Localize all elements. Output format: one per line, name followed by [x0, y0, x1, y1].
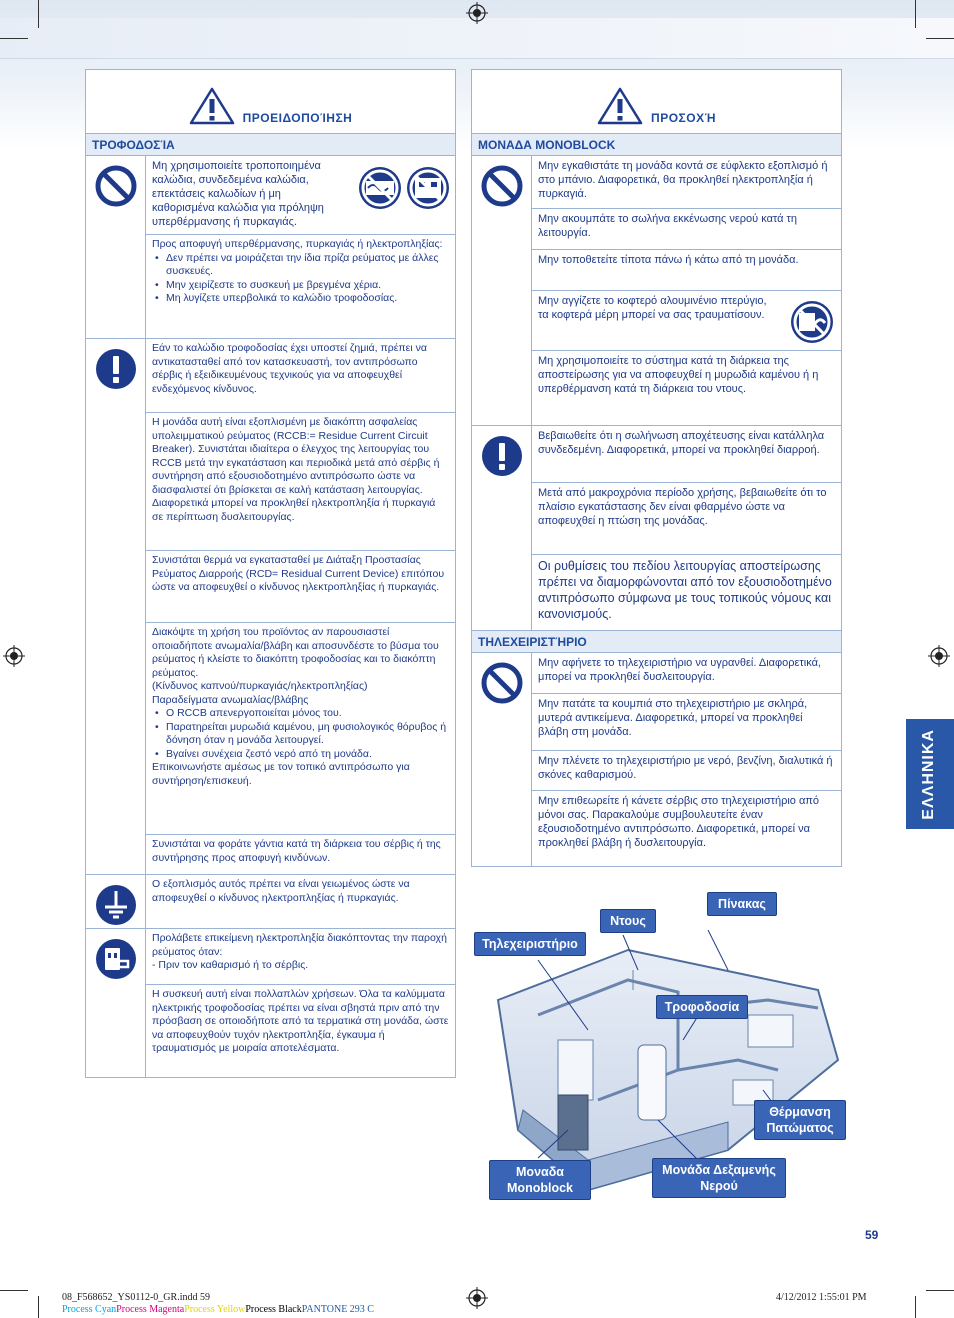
mandatory-icon-cell: [86, 339, 146, 874]
warning-header: [86, 70, 455, 134]
warning-text: Διακόψτε τη χρήση του προϊόντος αν παρουσιαστεί οποιαδήποτε ανωμαλία/βλάβη και αποσυνδέστε το βύσμα του ρεύματος ή κλείστε το διακόπτη τροφοδοσίας και το διακόπτη ρεύματος.: [152, 626, 439, 679]
caution-row: Μην πλένετε το τηλεχειριστήριο με νερό, βενζίνη, διαλυτικά ή σκόνες καθαρισμού.: [532, 751, 841, 791]
mandatory-group: [86, 339, 455, 875]
prohibition-icon-cell: [472, 653, 532, 866]
caution-header: [472, 70, 841, 134]
caution-column: [471, 69, 842, 867]
prohibition-icon-cell: [472, 156, 532, 425]
bullet-item: • Δεν πρέπει να μοιράζεται την ίδια πρίζα ρεύματος με άλλες συσκευές.: [166, 252, 449, 279]
footer-cyan: Process Cyan: [62, 1304, 117, 1315]
caution-row: Μην πατάτε τα κουμπιά στο τηλεχειριστήριο με σκληρά, μυτερά αντικείμενα. Διαφορετικά, μπορεί να προκληθεί βλάβη στη μονάδα.: [532, 694, 841, 751]
label-floor-heating: Θέρμανση Πατώματος: [754, 1100, 846, 1140]
prohibition-group: [86, 156, 455, 339]
warning-row: [146, 156, 455, 235]
warning-row: [146, 623, 455, 835]
crop-mark: [38, 0, 39, 28]
warning-row: Ο εξοπλισμός αυτός πρέπει να είναι γειωμένος ώστε να αποφευχθεί ο κίνδυνος ηλεκτροπληξίας ή πυρκαγιάς.: [152, 878, 410, 904]
no-extension-cord-icon: [405, 165, 451, 211]
monoblock-section-title: ΜΟΝΑΔΑ MONOBLOCK: [472, 134, 841, 156]
unplug-icon: [94, 937, 138, 981]
crop-mark: [926, 1290, 954, 1291]
bullet-item: • Ο RCCB απενεργοποιείται μόνος του.: [166, 707, 449, 721]
unplug-group: [86, 929, 455, 1077]
prohibition-group: [472, 156, 841, 426]
crop-mark: [915, 0, 916, 28]
footer-black: Process Black: [245, 1304, 302, 1315]
language-tab: [906, 719, 954, 829]
warning-row: Συνιστάται να φοράτε γάντια κατά τη διάρκεια του σέρβις ή της συντήρησης προς αποφυγή κινδύνων.: [152, 838, 441, 864]
warning-triangle-icon: [189, 87, 235, 125]
caution-row: Μην αφήνετε το τηλεχειριστήριο να υγρανθεί. Διαφορετικά, μπορεί να προκληθεί δυσλειτουργία.: [532, 653, 841, 694]
registration-mark-icon: [928, 645, 950, 667]
warning-column: [85, 69, 456, 1078]
caution-row: [532, 291, 841, 351]
crop-mark: [915, 1296, 916, 1318]
footer-pantone: PANTONE 293 C: [301, 1304, 374, 1315]
caution-row: Οι ρυθμίσεις του πεδίου λειτουργίας αποστείρωσης πρέπει να διαμορφώνονται από τον εξουσιοδοτημένο αντιπρόσωπο σύμφωνα με τους τοπικούς νόμους και κανονισμούς.: [538, 559, 832, 621]
crop-mark: [0, 38, 28, 39]
warning-row: [146, 929, 455, 985]
crop-mark: [0, 1290, 28, 1291]
caution-triangle-icon: [597, 87, 643, 125]
no-modified-cord-icon: [357, 165, 403, 211]
no-touch-fin-icon: [789, 299, 835, 345]
warning-row: [146, 235, 455, 338]
ground-earth-icon: [94, 883, 138, 927]
caution-row: Μην εγκαθιστάτε τη μονάδα κοντά σε εύφλεκτο εξοπλισμό ή στο μπάνιο. Διαφορετικά, θα προκληθεί ηλεκτροπληξία ή πυρκαγιά.: [532, 156, 841, 209]
caution-text: Μην αγγίζετε το κοφτερό αλουμινένιο πτερύγιο, τα κοφτερά μέρη μπορεί να σας τραυματίσουν.: [538, 295, 767, 321]
remote-section-title: ΤΗΛΕΧΕΙΡΙΣΤΉΡΙΟ: [472, 631, 841, 653]
label-monoblock: Μοναδα Monoblock: [489, 1160, 591, 1200]
prohibition-group: [472, 653, 841, 866]
footer-date: 4/12/2012 1:55:01 PM: [776, 1292, 867, 1303]
page-number: 59: [865, 1228, 879, 1242]
registration-mark-icon: [3, 645, 25, 667]
footer-magenta: Process Magenta: [116, 1304, 185, 1315]
warning-row: Η συσκευή αυτή είναι πολλαπλών χρήσεων. Όλα τα καλύμματα ηλεκτρικής τροφοδοσίας πρέπει να είναι σβηστά πριν από την πρόσβαση σε οποιοδήποτε από τα τερματικά στη μονάδα, ώστε να αποφευχθούν τυχόν ηλεκτροπληξία, έγκαυμα ή τραυματισμός με μοιραία αποτελέσματα.: [152, 988, 449, 1054]
registration-mark-icon: [466, 2, 488, 24]
ground-icon-cell: [86, 875, 146, 928]
warning-text: Παραδείγματα ανωμαλίας/βλάβης: [152, 693, 309, 706]
power-supply-section-title: ΤΡΟΦΟΔΟΣΊΑ: [86, 134, 455, 156]
exclamation-mandatory-icon: [94, 347, 138, 391]
crop-mark: [38, 1296, 39, 1318]
caution-row: Μην επιθεωρείτε ή κάνετε σέρβις στο τηλεχειριστήριο από μόνοι σας. Παρακαλούμε συμβουλευτείτε έναν εξουσιοδοτημένο αντιπρόσωπο. Διαφορετικά, μπορεί να προκληθεί βλάβη ή δυσλειτουργία.: [538, 795, 820, 849]
crop-mark: [926, 38, 954, 39]
footer-filename: 08_F568652_YS0112-0_GR.indd 59: [62, 1292, 210, 1303]
warning-text: Επικοινωνήστε αμέσως με τον τοπικό αντιπρόσωπο για συντήρηση/επισκευή.: [152, 761, 410, 787]
warning-text: Μη χρησιμοποιείτε τροποποιημένα καλώδια, συνδεδεμένα καλώδια, επεκτάσεις καλωδίων ή μη καθορισμένα καλώδια για πρόληψη υπερθέρμανσης ή πυρκαγιάς.: [152, 160, 324, 228]
caution-row: Μην τοποθετείτε τίποτα πάνω ή κάτω από τη μονάδα.: [532, 250, 841, 291]
prohibition-icon-cell: [86, 156, 146, 338]
exclamation-mandatory-icon: [480, 434, 524, 478]
unplug-icon-cell: [86, 929, 146, 1077]
warning-text: (Κίνδυνος καπνού/πυρκαγιάς/ηλεκτροπληξίας): [152, 680, 368, 692]
mandatory-icon-cell: [472, 426, 532, 630]
warning-text: Προς αποφυγή υπερθέρμανσης, πυρκαγιάς ή ηλεκτροπληξίας:: [152, 238, 443, 250]
prohibition-icon: [480, 661, 524, 705]
label-remote: Τηλεχειριστήριο: [474, 932, 586, 956]
prohibition-icon: [480, 164, 524, 208]
warning-row: Η μονάδα αυτή είναι εξοπλισμένη με διακόπτη ασφαλείας υπολειμματικού ρεύματος (RCCB:= Residue Current Circuit Breaker). Συνιστάται ιδιαίτερα ο έλεγχος της λειτουργίας του RCCB μετά την εγκατάσταση και περιοδικά μετά από σέρβις ή συντήρηση από εξουσιοδοτημένο αντιπρόσωπο ώστε να διασφαλιστεί ότι βρίσκεται σε καλή κατάσταση λειτουργίας. Διαφορετικά μπορεί να προκληθεί ηλεκτροπληξία ή πυρκαγιά σε περίπτωση δυσλειτουργίας.: [146, 413, 455, 551]
caution-row: Μη χρησιμοποιείτε το σύστημα κατά τη διάρκεια της αποστείρωσης για να αποφευχθεί η μυρωδιά καμένου ή η υπερθέρμανση κατά τη διάρκεια του ντους.: [538, 355, 819, 395]
warning-text: Προλάβετε επικείμενη ηλεκτροπληξία διακόπτοντας την παροχή ρεύματος όταν:: [152, 932, 447, 958]
bullet-item: • Παρατηρείται μυρωδιά καμένου, μη φυσιολογικός θόρυβος ή δόνηση όταν η μονάδα λειτουργεί.: [166, 721, 449, 748]
warning-row: Συνιστάται θερμά να εγκατασταθεί με Διάταξη Προστασίας Ρεύματος Διαρροής (RCD= Residual Current Device) επιτόπου ώστε να αποφευχθεί ο κίνδυνος ηλεκτροπληξίας ή πυρκαγιάς.: [146, 551, 455, 623]
caution-row: Βεβαιωθείτε ότι η σωλήνωση αποχέτευσης είναι κατάλληλα συνδεδεμένη. Διαφορετικά, μπορεί να προκληθεί διαρροή.: [532, 426, 841, 483]
label-water-tank: Μονάδα Δεξαμενής Νερού: [652, 1158, 786, 1198]
footer-yellow: Process Yellow: [184, 1304, 246, 1315]
ground-group: [86, 875, 455, 929]
label-panel: Πίνακας: [707, 892, 777, 916]
header-band: [0, 18, 954, 59]
registration-mark-icon: [466, 1287, 488, 1309]
warning-row: Εάν το καλώδιο τροφοδοσίας έχει υποστεί ζημιά, πρέπει να αντικατασταθεί από τον κατασκευαστή, τον αντιπρόσωπο σέρβις ή εξειδικευμένους τεχνικούς για να αποφευχθεί ενδεχόμενος κίνδυνος.: [146, 339, 455, 413]
warning-text: - Πριν τον καθαρισμό ή το σέρβις.: [152, 959, 309, 971]
caution-title: ΠΡΟΣΟΧΉ: [651, 111, 716, 125]
prohibition-icon: [94, 164, 138, 208]
footer-color-strip: [62, 1304, 374, 1315]
caution-row: Μετά από μακροχρόνια περίοδο χρήσης, βεβαιωθείτε ότι το πλαίσιο εγκατάστασης δεν είναι φθαρμένο ώστε να αποφευχθεί η πτώση της μονάδας.: [532, 483, 841, 555]
bullet-item: • Μη λυγίζετε υπερβολικά το καλώδιο τροφοδοσίας.: [166, 292, 449, 306]
bullet-item: • Μην χειρίζεστε το συσκευή με βρεγμένα χέρια.: [166, 279, 449, 293]
label-shower: Ντους: [600, 909, 656, 933]
mandatory-group: [472, 426, 841, 631]
language-tab-label: ΕΛΛΗΝΙΚΑ: [920, 729, 937, 820]
bullet-item: • Βγαίνει συνέχεια ζεστό νερό από τη μονάδα.: [166, 748, 449, 762]
caution-row: Μην ακουμπάτε το σωλήνα εκκένωσης νερού κατά τη λειτουργία.: [532, 209, 841, 250]
label-power: Τροφοδοσία: [656, 995, 748, 1019]
warning-title: ΠΡΟΕΙΔΟΠΟΊΗΣΗ: [242, 111, 353, 125]
